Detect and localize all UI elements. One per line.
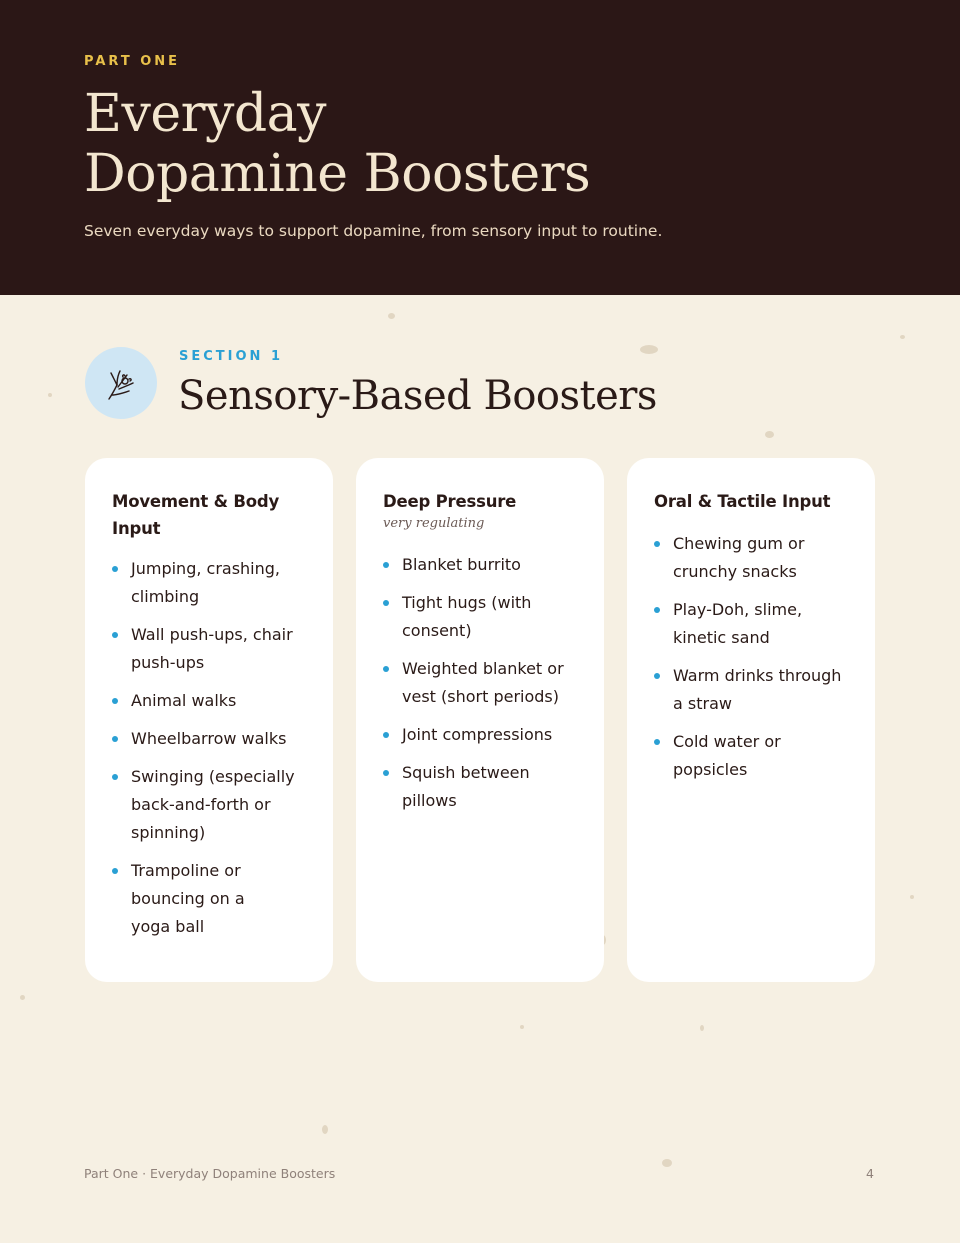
title-line-1: Everyday [84,84,327,144]
part-label: PART ONE [84,54,181,69]
hand-flower-icon [85,347,157,419]
card-list [654,530,851,784]
list-item: Wheelbarrow walks [112,725,309,753]
bullet-icon [112,566,118,572]
card-list [383,551,580,815]
card-title: Movement & Body Input [112,492,280,538]
list-item: Animal walks [112,687,309,715]
list-item: Swinging (especially back-and-forth or spinning) [112,763,309,847]
card-note: very regulating [383,516,485,531]
bullet-icon [654,673,660,679]
card-list [112,555,309,941]
list-item: Play-Doh, slime, kinetic sand [654,596,851,652]
bullet-icon [383,600,389,606]
card-title: Oral & Tactile Input [654,492,831,511]
list-item: Cold water or popsicles [654,728,851,784]
title-line-2: Dopamine Boosters [84,144,591,204]
page-header [0,0,960,295]
bullet-icon [112,774,118,780]
section-label: SECTION 1 [179,349,283,364]
list-item: Jumping, crashing, climbing [112,555,309,611]
card-oral-tactile [627,458,875,982]
bullet-icon [383,770,389,776]
bullet-icon [654,541,660,547]
footer-running-title: Part One · Everyday Dopamine Boosters [84,1166,336,1181]
page-number: 4 [866,1166,874,1181]
list-item: Chewing gum or crunchy snacks [654,530,851,586]
list-item: Trampoline or bouncing on a yoga ball [112,857,309,941]
bullet-icon [112,632,118,638]
bullet-icon [654,739,660,745]
list-item: Tight hugs (with consent) [383,589,580,645]
list-item: Wall push-ups, chair push-ups [112,621,309,677]
list-item: Joint compressions [383,721,580,749]
list-item: Weighted blanket or vest (short periods) [383,655,580,711]
bullet-icon [112,868,118,874]
page-subtitle: Seven everyday ways to support dopamine, from sensory input to routine. [84,222,663,240]
bullet-icon [383,732,389,738]
list-item: Blanket burrito [383,551,580,579]
bullet-icon [112,698,118,704]
bullet-icon [383,562,389,568]
bullet-icon [112,736,118,742]
section-title: Sensory-Based Boosters [178,373,657,419]
list-item: Warm drinks through a straw [654,662,851,718]
card-movement [85,458,333,982]
card-title: Deep Pressure [383,492,517,511]
list-item: Squish between pillows [383,759,580,815]
page-title [84,84,590,204]
bullet-icon [383,666,389,672]
bullet-icon [654,607,660,613]
card-deep-pressure [356,458,604,982]
